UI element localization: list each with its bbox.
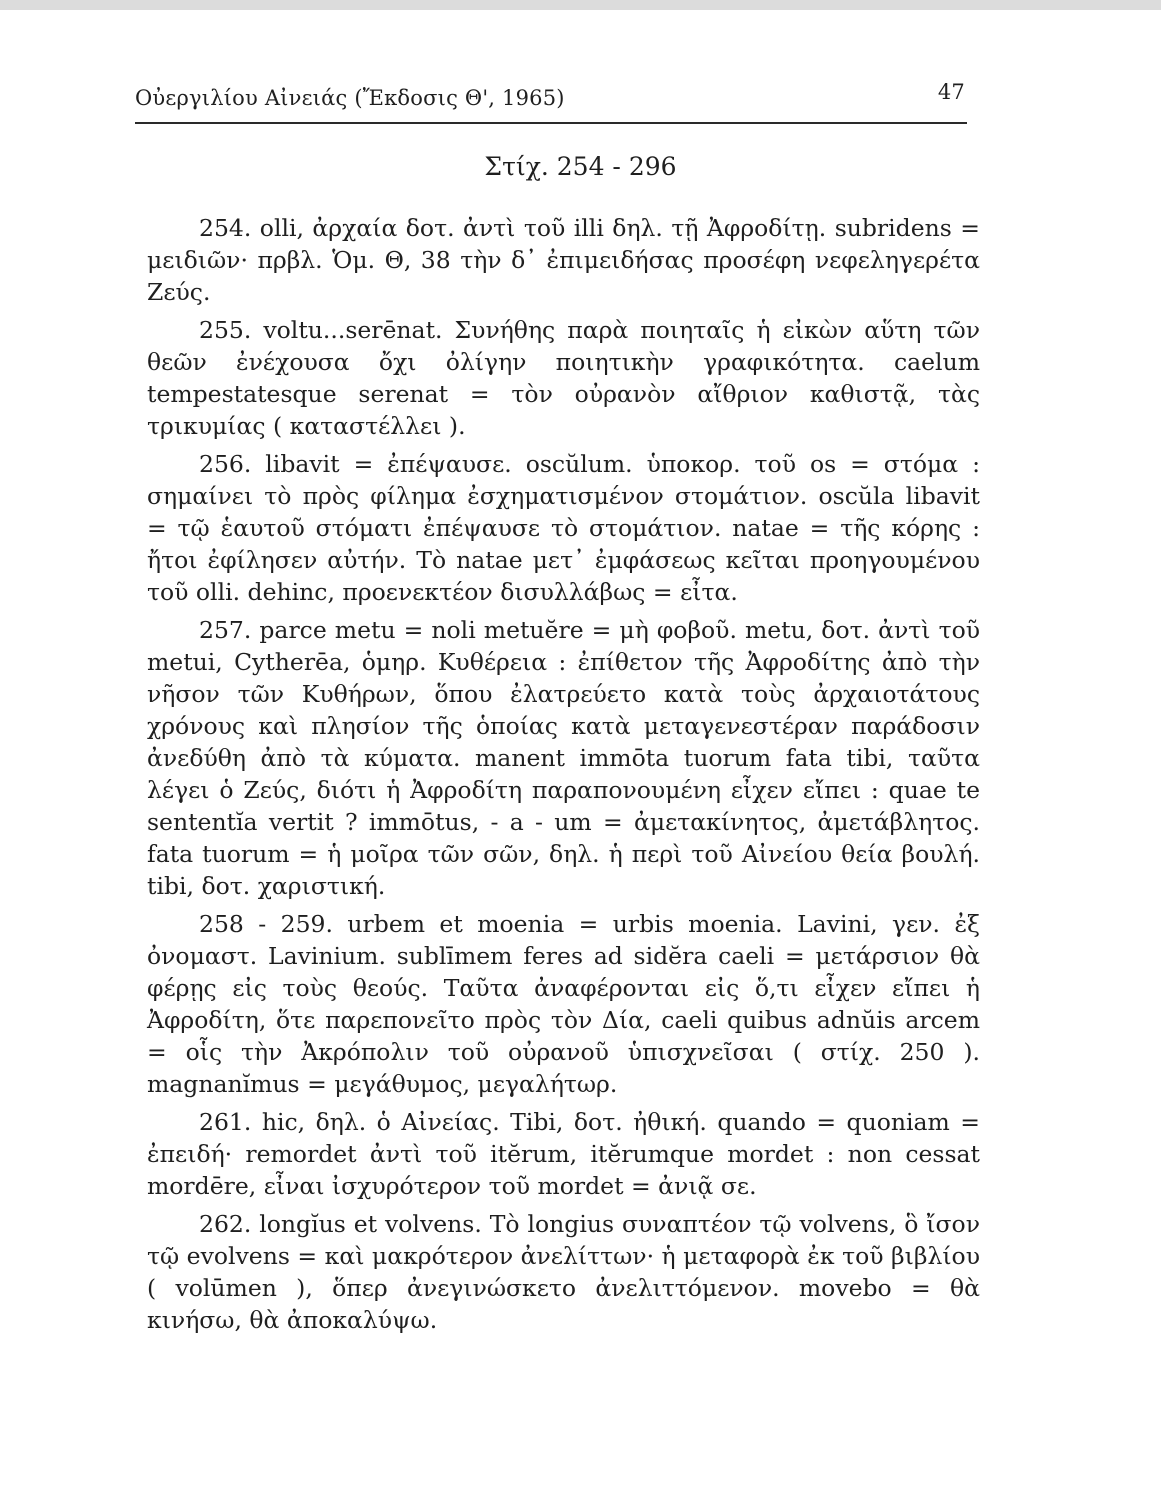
- commentary-paragraph: 262. longĭus et volvens. Τὸ longius συναπτέον τῷ volvens, ὃ ἴσον τῷ evolvens = καὶ μακρότερον ἀνελίττων· ἡ μεταφορὰ ἐκ τοῦ βιβλίου ( volūmen ), ὅπερ ἀνεγινώσκετο ἀνελιττόμενον. movebo = θὰ κινήσω, θὰ ἀποκαλύψω.: [147, 1210, 980, 1334]
- commentary-paragraph: 258 - 259. urbem et moenia = urbis moenia. Lavini, γεν. ἐξ ὀνομαστ. Lavinium. sublīmem feres ad sidĕra caeli = μετάρσιον θὰ φέρῃς εἰς τοὺς θεούς. Ταῦτα ἀναφέρονται εἰς ὅ,τι εἶχεν εἴπει ἡ Ἀφροδίτη, ὅτε παρεπονεῖτο πρὸς τὸν Δία, caeli quibus adnŭis arcem = οἷς τὴν Ἀκρόπολιν τοῦ οὐρανοῦ ὑπισχνεῖσαι ( στίχ. 250 ). magnanĭmus = μεγάθυμος, μεγαλήτωρ.: [147, 910, 980, 1098]
- commentary-paragraph: 261. hic, δηλ. ὁ Αἰνείας. Tibi, δοτ. ἠθική. quando = quoniam = ἐπειδή· remordet ἀντὶ τοῦ itĕrum, itĕrumque mordet : non cessat mordēre, εἶναι ἰσχυρότερον τοῦ mordet = ἀνιᾷ σε.: [147, 1108, 980, 1200]
- commentary-paragraph: 255. voltu...serēnat. Συνήθης παρὰ ποιηταῖς ἡ εἰκὼν αὕτη τῶν θεῶν ἐνέχουσα ὄχι ὀλίγην ποιητικὴν γραφικότητα. caelum tempestatesque serenat = τὸν οὐρανὸν αἴθριον καθιστᾷ, τὰς τρικυμίας ( καταστέλλει ).: [147, 316, 980, 440]
- scan-edge: [0, 0, 1161, 10]
- commentary-paragraph: 257. parce metu = noli metuĕre = μὴ φοβοῦ. metu, δοτ. ἀντὶ τοῦ metui, Cytherēa, ὁμηρ. Κυθέρεια : ἐπίθετον τῆς Ἀφροδίτης ἀπὸ τὴν νῆσον τῶν Κυθήρων, ὅπου ἐλατρεύετο κατὰ τοὺς ἀρχαιοτάτους χρόνους καὶ πλησίον τῆς ὁποίας κατὰ μεταγενεστέραν παράδοσιν ἀνεδύθη ἀπὸ τὰ κύματα. manent immōta tuorum fata tibi, ταῦτα λέγει ὁ Ζεύς, διότι ἡ Ἀφροδίτη παραπονουμένη εἶχεν εἴπει : quae te sententĭa vertit ? immōtus, - a - um = ἀμετακίνητος, ἀμετάβλητος. fata tuorum = ἡ μοῖρα τῶν σῶν, δηλ. ἡ περὶ τοῦ Αἰνείου θεία βουλή. tibi, δοτ. χαριστική.: [147, 616, 980, 900]
- commentary-paragraph: 256. libavit = ἐπέψαυσε. oscŭlum. ὑποκορ. τοῦ os = στόμα : σημαίνει τὸ πρὸς φίλημα ἐσχηματισμένον στομάτιον. oscŭla libavit = τῷ ἑαυτοῦ στόματι ἐπέψαυσε τὸ στομάτιον. natae = τῆς κόρης : ἤτοι ἐφίλησεν αὐτήν. Τὸ natae μετ᾽ ἐμφάσεως κεῖται προηγουμένου τοῦ olli. dehinc, προενεκτέον δισυλλάβως = εἶτα.: [147, 450, 980, 606]
- page-number: 47: [937, 80, 965, 104]
- commentary-body: [147, 212, 980, 1342]
- section-title: Στίχ. 254 - 296: [484, 152, 677, 181]
- header-title: Οὐεργιλίου Αἰνειάς (Ἔκδοσις Θ', 1965): [135, 86, 565, 110]
- running-header: [135, 78, 965, 118]
- commentary-paragraph: 254. olli, ἀρχαία δοτ. ἀντὶ τοῦ illi δηλ. τῇ Ἀφροδίτῃ. subridens = μειδιῶν· πρβλ. Ὁμ. Θ, 38 τὴν δ᾽ ἐπιμειδήσας προσέφη νεφεληγερέτα Ζεύς.: [147, 214, 980, 306]
- header-rule: [135, 122, 967, 124]
